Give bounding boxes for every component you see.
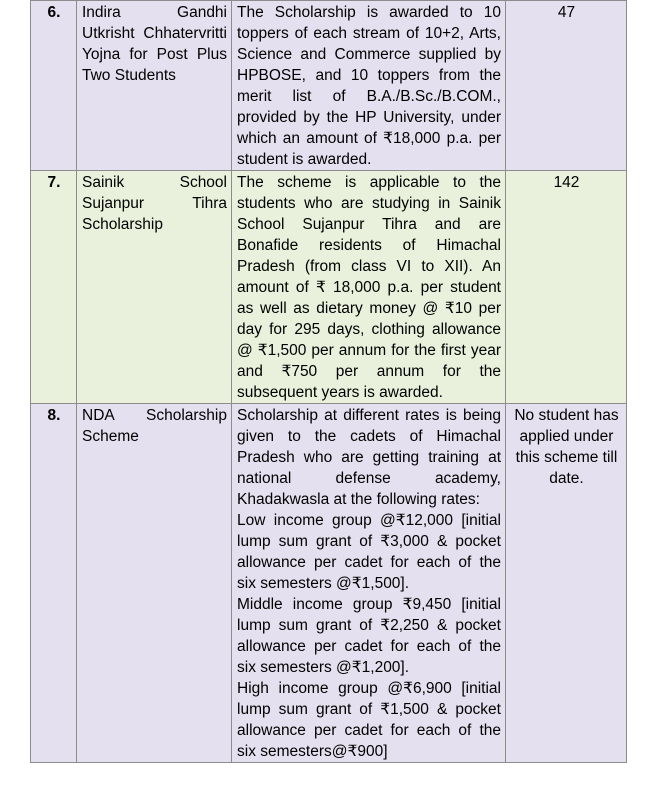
description-paragraph: Scholarship at different rates is being given to the cadets of Himachal Pradesh who are getting training at national defense academy, Khadakwasla at the following rates:: [237, 407, 501, 508]
table-row: [31, 404, 627, 763]
table-row: [31, 171, 627, 404]
scheme-name: NDA Scholarship Scheme: [77, 404, 232, 763]
table-row: [31, 1, 627, 171]
serial-number: 8.: [31, 404, 77, 763]
serial-number: 7.: [31, 171, 77, 404]
beneficiaries-count: No student has applied under this scheme till date.: [506, 404, 627, 763]
description-paragraph: The scheme is applicable to the students who are studying in Sainik School Sujanpur Tihra and are Bonafide residents of Himachal Pradesh (from class VI to XII). An amount of ₹ 18,000 p.a. per student as well as dietary money @ ₹10 per day for 295 days, clothing allowance @ ₹1,500 per annum for the first year and ₹750 per annum for the subsequent years is awarded.: [237, 174, 501, 401]
beneficiaries-count: 142: [506, 171, 627, 404]
beneficiaries-count: 47: [506, 1, 627, 171]
scheme-description: [232, 1, 506, 171]
description-paragraph: The Scholarship is awarded to 10 toppers of each stream of 10+2, Arts, Science and Commerce supplied by HPBOSE, and 10 toppers from the merit list of B.A./B.Sc./B.COM., provided by the HP University, under which an amount of ₹18,000 p.a. per student is awarded.: [237, 4, 501, 168]
scheme-name: Sainik School Sujanpur Tihra Scholarship: [77, 171, 232, 404]
scholarship-table: [30, 0, 627, 763]
serial-number: 6.: [31, 1, 77, 171]
description-paragraph: High income group @₹6,900 [initial lump sum grant of ₹1,500 & pocket allowance per cadet for each of the six semesters@₹900]: [237, 680, 501, 760]
description-paragraph: Low income group @₹12,000 [initial lump sum grant of ₹3,000 & pocket allowance per cadet for each of the six semesters @₹1,500].: [237, 512, 501, 592]
description-paragraph: Middle income group ₹9,450 [initial lump sum grant of ₹2,250 & pocket allowance per cadet for each of the six semesters @₹1,200].: [237, 596, 501, 676]
scheme-description: [232, 171, 506, 404]
scheme-description: [232, 404, 506, 763]
scheme-name: Indira Gandhi Utkrisht Chhatervritti Yojna for Post Plus Two Students: [77, 1, 232, 171]
